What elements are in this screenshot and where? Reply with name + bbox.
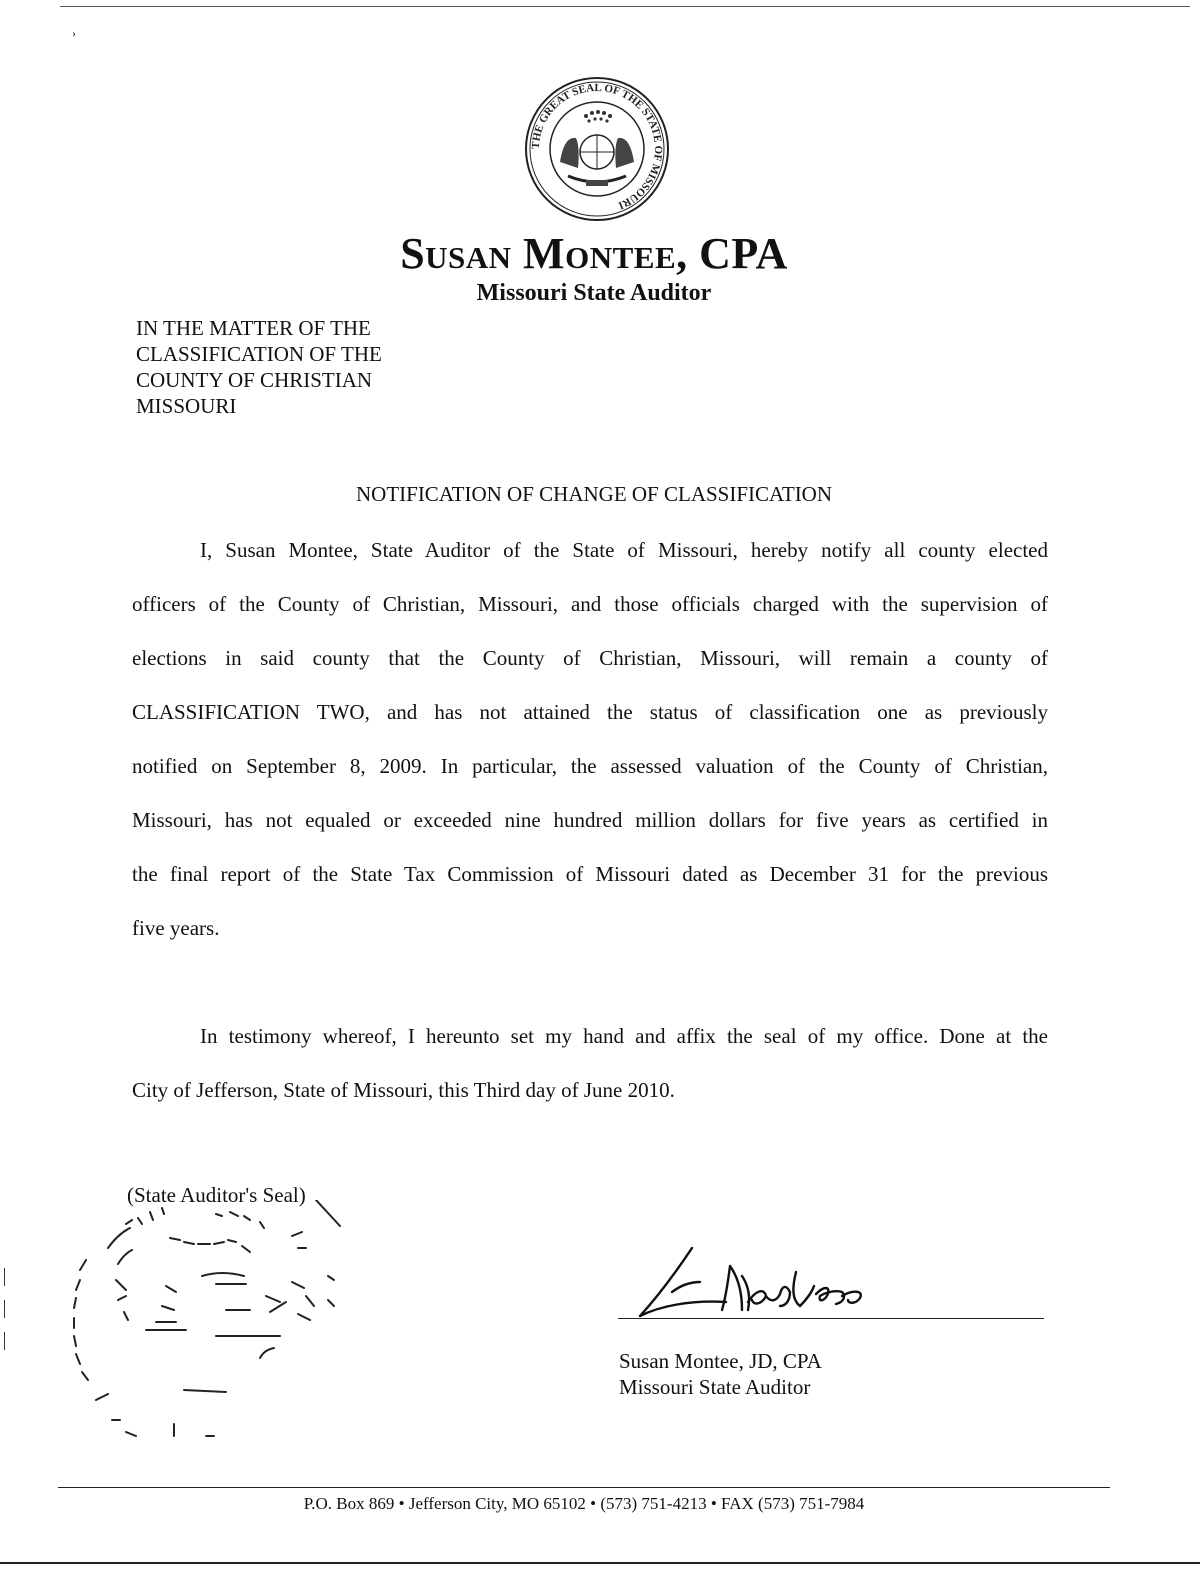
seal-label: (State Auditor's Seal) bbox=[127, 1183, 306, 1207]
signature-line bbox=[618, 1318, 1044, 1319]
footer-rule bbox=[58, 1487, 1110, 1488]
paragraph-line: notified on September 8, 2009. In particular, the assessed valuation of the County of Christian, bbox=[132, 754, 1048, 778]
margin-mark bbox=[4, 1268, 5, 1286]
embossed-seal-stamp bbox=[66, 1200, 356, 1460]
signer-name: Susan Montee, JD, CPA bbox=[619, 1349, 822, 1373]
notification-paragraph bbox=[132, 536, 1048, 968]
testimony-paragraph bbox=[132, 1022, 1048, 1130]
great-seal-of-missouri bbox=[524, 76, 670, 222]
signer-block bbox=[619, 1348, 822, 1400]
state-seal-icon bbox=[524, 76, 670, 222]
paragraph-line: I, Susan Montee, State Auditor of the State of Missouri, hereby notify all county elected bbox=[200, 538, 1048, 562]
paragraph-line: City of Jefferson, State of Missouri, this Third day of June 2010. bbox=[132, 1078, 675, 1102]
footer-contact: P.O. Box 869 • Jefferson City, MO 65102 • (573) 751-4213 • FAX (573) 751-7984 bbox=[303, 1494, 865, 1513]
scan-bottom-rule bbox=[0, 1562, 1200, 1564]
svg-text:THE GREAT SEAL OF THE STATE OF: THE GREAT SEAL OF THE STATE OF MISSOURI bbox=[529, 81, 665, 212]
paragraph-line: CLASSIFICATION TWO, and has not attained the status of classification one as previously bbox=[132, 700, 1048, 724]
matter-line: IN THE MATTER OF THE bbox=[136, 316, 371, 340]
matter-caption bbox=[136, 315, 382, 419]
signature-mark bbox=[630, 1236, 890, 1326]
matter-line: COUNTY OF CHRISTIAN bbox=[136, 368, 373, 392]
margin-mark bbox=[4, 1332, 5, 1350]
embossed-seal-icon bbox=[66, 1200, 356, 1460]
matter-line: CLASSIFICATION OF THE bbox=[136, 342, 382, 366]
handwritten-signature bbox=[630, 1236, 890, 1326]
paragraph-line: officers of the County of Christian, Missouri, and those officials charged with the supervision of bbox=[132, 592, 1048, 616]
scan-margin-marks bbox=[4, 1268, 8, 1368]
paragraph-line: elections in said county that the County of Christian, Missouri, will remain a county of bbox=[132, 646, 1048, 670]
letterhead-name: Susan Montee, CPA bbox=[400, 229, 788, 278]
paragraph-line: In testimony whereof, I hereunto set my hand and affix the seal of my office. Done at the bbox=[200, 1024, 1048, 1048]
signer-title: Missouri State Auditor bbox=[619, 1375, 811, 1399]
paragraph-line: Missouri, has not equaled or exceeded nine hundred million dollars for five years as certified in bbox=[132, 808, 1048, 832]
margin-mark bbox=[4, 1300, 5, 1318]
scan-top-rule bbox=[60, 6, 1190, 7]
letterhead-title: Missouri State Auditor bbox=[476, 280, 712, 306]
paragraph-line: five years. bbox=[132, 916, 220, 940]
document-heading: NOTIFICATION OF CHANGE OF CLASSIFICATION bbox=[355, 482, 833, 506]
scan-mark: › bbox=[72, 26, 76, 40]
paragraph-line: the final report of the State Tax Commission of Missouri dated as December 31 for the previous bbox=[132, 862, 1048, 886]
matter-line: MISSOURI bbox=[136, 394, 237, 418]
